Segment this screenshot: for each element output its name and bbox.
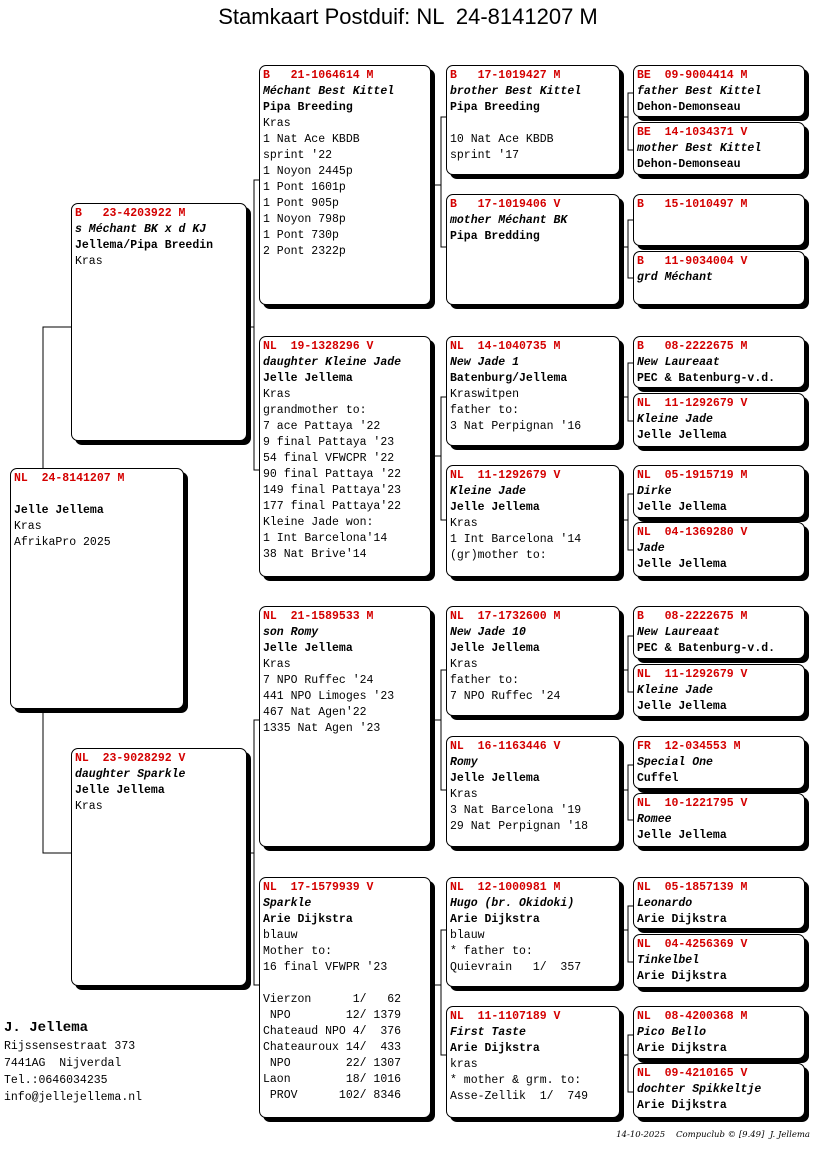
info-line: father to: [450,404,520,417]
pigeon-card-gggp-10[interactable] [633,664,805,717]
pigeon-card-ggp-1[interactable] [446,65,620,175]
info-line: 7 NPO Ruffec '24 [263,674,374,687]
pigeon-name: First Taste [450,1026,526,1039]
info-line: Kras [263,117,291,130]
breeder: Jelle Jellema [637,558,727,571]
ring-number: NL 05-1857139 M [637,881,748,894]
breeder: Arie Dijkstra [637,913,727,926]
pigeon-card-subject[interactable] [10,468,184,709]
info-line: 2 Pont 2322p [263,245,346,258]
info-line: father to: [450,674,520,687]
breeder: Arie Dijkstra [637,1099,727,1112]
info-line: Kras [263,658,291,671]
ring-number: B 17-1019406 V [450,198,561,211]
info-line: Vierzon 1/ 62 [263,993,402,1006]
info-line: Chateauroux 14/ 433 [263,1041,402,1054]
info-line: Kras [263,388,291,401]
breeder: Dehon-Demonseau [637,101,741,114]
pigeon-name: New Jade 1 [450,356,520,369]
info-line: 90 final Pattaya '22 [263,468,402,481]
ring-number: B 08-2222675 M [637,610,748,623]
ring-number: B 11-9034004 V [637,255,748,268]
breeder: Jelle Jellema [263,642,353,655]
ring-number: NL 16-1163446 V [450,740,561,753]
ring-number: NL 21-1589533 M [263,610,374,623]
info-line: Kras [14,520,42,533]
info-line: 467 Nat Agen'22 [263,706,367,719]
ring-number: NL 11-1292679 V [637,668,748,681]
info-line: Kleine Jade won: [263,516,374,529]
ring-number: FR 12-034553 M [637,740,741,753]
pigeon-card-gggp-3[interactable] [633,194,805,246]
pigeon-card-ggp-2[interactable] [446,194,620,305]
breeder: Arie Dijkstra [263,913,353,926]
ring-number: NL 14-1040735 M [450,340,561,353]
info-line: Mother to: [263,945,333,958]
pigeon-name: Kleine Jade [637,413,713,426]
info-line: sprint '17 [450,149,520,162]
info-line: * father to: [450,945,533,958]
owner-phone[interactable]: Tel.:0646034235 [4,1074,108,1087]
pigeon-card-ggp-7[interactable] [446,877,620,987]
pigeon-name: mother Méchant BK [450,214,568,227]
ring-number: B 08-2222675 M [637,340,748,353]
info-line: Chateaud NPO 4/ 376 [263,1025,402,1038]
breeder: PEC & Batenburg-v.d. [637,642,776,655]
page-title: Stamkaart Postduif: NL 24-8141207 M [218,4,598,29]
pigeon-card-ggp-3[interactable] [446,336,620,446]
pigeon-name: New Laureaat [637,356,720,369]
info-line: PROV 102/ 8346 [263,1089,402,1102]
ring-number: NL 05-1915719 M [637,469,748,482]
info-line: Kras [450,658,478,671]
footer-credit: 14-10-2025 Compuclub © [9.49] J. Jellema [616,1130,810,1140]
info-line: sprint '22 [263,149,333,162]
info-line: 1 Pont 1601p [263,181,346,194]
info-line: 54 final VFWCPR '22 [263,452,395,465]
pigeon-card-gggp-13[interactable] [633,877,805,929]
info-line: Kras [450,517,478,530]
ring-number: NL 19-1328296 V [263,340,374,353]
pigeon-card-dam-dam[interactable] [259,877,431,1118]
ring-number: B 21-1064614 M [263,69,374,82]
info-line: 3 Nat Barcelona '19 [450,804,582,817]
info-line: Kraswitpen [450,388,520,401]
owner-info [4,1018,142,1106]
breeder: Batenburg/Jellema [450,372,568,385]
ring-number: NL 17-1579939 V [263,881,374,894]
pigeon-name: brother Best Kittel [450,85,582,98]
pigeon-card-ggp-8[interactable] [446,1006,620,1118]
pigeon-name: dochter Spikkeltje [637,1083,762,1096]
pigeon-card-ggp-5[interactable] [446,606,620,716]
breeder: PEC & Batenburg-v.d. [637,372,776,385]
pigeon-name: Méchant Best Kittel [263,85,395,98]
info-line: 1 Nat Ace KBDB [263,133,360,146]
pigeon-card-gggp-9[interactable] [633,606,805,659]
info-line: 1 Pont 905p [263,197,339,210]
breeder: Jelle Jellema [450,501,540,514]
ring-number: BE 14-1034371 V [637,126,748,139]
info-line: Kras [450,788,478,801]
info-line: 3 Nat Perpignan '16 [450,420,582,433]
pigeon-name: Leonardo [637,897,693,910]
pigeon-name: Hugo (br. Okidoki) [450,897,575,910]
pigeon-card-ggp-4[interactable] [446,465,620,577]
breeder: Cuffel [637,772,679,785]
ring-number: NL 11-1107189 V [450,1010,561,1023]
pigeon-card-sire-dam[interactable] [259,336,431,577]
info-line: grandmother to: [263,404,367,417]
info-line: 7 NPO Ruffec '24 [450,690,561,703]
info-line: 1 Int Barcelona'14 [263,532,388,545]
pigeon-name: father Best Kittel [637,85,762,98]
ring-number: B 15-1010497 M [637,198,748,211]
info-line: * mother & grm. to: [450,1074,582,1087]
info-line: NPO 22/ 1307 [263,1057,402,1070]
info-line: blauw [450,929,485,942]
pigeon-card-gggp-2[interactable] [633,122,805,175]
info-line: 10 Nat Ace KBDB [450,133,554,146]
breeder: Arie Dijkstra [637,970,727,983]
breeder: Jelle Jellema [75,784,165,797]
pigeon-name: Dirke [637,485,672,498]
pigeon-card-dam[interactable] [71,748,247,986]
info-line: 16 final VFWPR '23 [263,961,388,974]
breeder: Arie Dijkstra [450,1042,540,1055]
info-line: 149 final Pattaya'23 [263,484,402,497]
info-line: AfrikaPro 2025 [14,536,111,549]
pigeon-name: Sparkle [263,897,312,910]
breeder: Pipa Breeding [450,101,540,114]
breeder: Dehon-Demonseau [637,158,741,171]
breeder: Jelle Jellema [450,642,540,655]
breeder: Jelle Jellema [14,504,104,517]
info-line: Kras [75,800,103,813]
info-line: 1 Noyon 798p [263,213,346,226]
info-line: 38 Nat Brive'14 [263,548,367,561]
pigeon-card-sire-sire[interactable] [259,65,431,305]
pigeon-card-gggp-5[interactable] [633,336,805,388]
ring-number: B 17-1019427 M [450,69,561,82]
info-line: 1335 Nat Agen '23 [263,722,381,735]
owner-email[interactable]: info@jellejellema.nl [4,1091,143,1104]
breeder: Pipa Breeding [263,101,353,114]
pigeon-card-dam-sire[interactable] [259,606,431,847]
pigeon-card-sire[interactable] [71,203,247,441]
pigeon-card-gggp-11[interactable] [633,736,805,789]
ring-number: NL 12-1000981 M [450,881,561,894]
info-line: Kras [75,255,103,268]
breeder: Jellema/Pipa Breedin [75,239,214,252]
breeder: Jelle Jellema [637,700,727,713]
ring-number: NL 09-4210165 V [637,1067,748,1080]
info-line: 1 Pont 730p [263,229,339,242]
info-line: 9 final Pattaya '23 [263,436,395,449]
pigeon-name: Pico Bello [637,1026,707,1039]
pigeon-name: New Jade 10 [450,626,526,639]
breeder: Jelle Jellema [263,372,353,385]
pigeon-name: daughter Kleine Jade [263,356,402,369]
ring-number: NL 04-1369280 V [637,526,748,539]
ring-number: NL 11-1292679 V [450,469,561,482]
pigeon-card-gggp-8[interactable] [633,522,805,577]
ring-number: NL 04-4256369 V [637,938,748,951]
info-line: 441 NPO Limoges '23 [263,690,395,703]
pigeon-name: Tinkelbel [637,954,700,967]
pigeon-name: Special One [637,756,713,769]
info-line: 177 final Pattaya'22 [263,500,402,513]
info-line: 7 ace Pattaya '22 [263,420,381,433]
ring-number: NL 17-1732600 M [450,610,561,623]
ring-number: BE 09-9004414 M [637,69,748,82]
pigeon-name: s Méchant BK x d KJ [75,223,207,236]
owner-postcode: 7441AG Nijverdal [4,1057,122,1070]
owner-address: Rijssensestraat 373 [4,1040,136,1053]
pigeon-name: son Romy [263,626,319,639]
pigeon-card-gggp-6[interactable] [633,393,805,447]
breeder: Arie Dijkstra [637,1042,727,1055]
pigeon-name: daughter Sparkle [75,768,186,781]
breeder: Jelle Jellema [637,501,727,514]
pigeon-name: Kleine Jade [450,485,526,498]
pigeon-card-gggp-14[interactable] [633,934,805,988]
info-line: NPO 12/ 1379 [263,1009,402,1022]
breeder: Jelle Jellema [637,429,727,442]
pigeon-name: grd Méchant [637,271,713,284]
pigeon-card-ggp-6[interactable] [446,736,620,847]
info-line [450,116,619,132]
info-line: Laon 18/ 1016 [263,1073,402,1086]
pigeon-card-gggp-1[interactable] [633,65,805,117]
info-line: 29 Nat Perpignan '18 [450,820,589,833]
ring-number: NL 10-1221795 V [637,797,748,810]
info-line: Asse-Zellik 1/ 749 [450,1090,589,1103]
pigeon-card-gggp-15[interactable] [633,1006,805,1059]
breeder: Arie Dijkstra [450,913,540,926]
ring-number: NL 23-9028292 V [75,752,186,765]
pigeon-card-gggp-7[interactable] [633,465,805,518]
pigeon-card-gggp-12[interactable] [633,793,805,847]
pigeon-name: New Laureaat [637,626,720,639]
pigeon-name: mother Best Kittel [637,142,762,155]
breeder: Jelle Jellema [637,829,727,842]
pigeon-name: Kleine Jade [637,684,713,697]
breeder: Pipa Bredding [450,230,540,243]
pigeon-name: Romee [637,813,672,826]
owner-name: J. Jellema [4,1020,89,1036]
info-line: kras [450,1058,478,1071]
pigeon-name [14,487,183,503]
ring-number: B 23-4203922 M [75,207,186,220]
info-line: 1 Int Barcelona '14 [450,533,582,546]
pigeon-name: Jade [637,542,665,555]
ring-number: NL 11-1292679 V [637,397,748,410]
breeder: Jelle Jellema [450,772,540,785]
info-line [263,976,430,992]
pigeon-card-gggp-4[interactable] [633,251,805,305]
info-line: (gr)mother to: [450,549,547,562]
pigeon-card-gggp-16[interactable] [633,1063,805,1118]
ring-number: NL 24-8141207 M [14,472,125,485]
info-line: Quievrain 1/ 357 [450,961,582,974]
pigeon-name: Romy [450,756,478,769]
ring-number: NL 08-4200368 M [637,1010,748,1023]
info-line: blauw [263,929,298,942]
info-line: 1 Noyon 2445p [263,165,353,178]
